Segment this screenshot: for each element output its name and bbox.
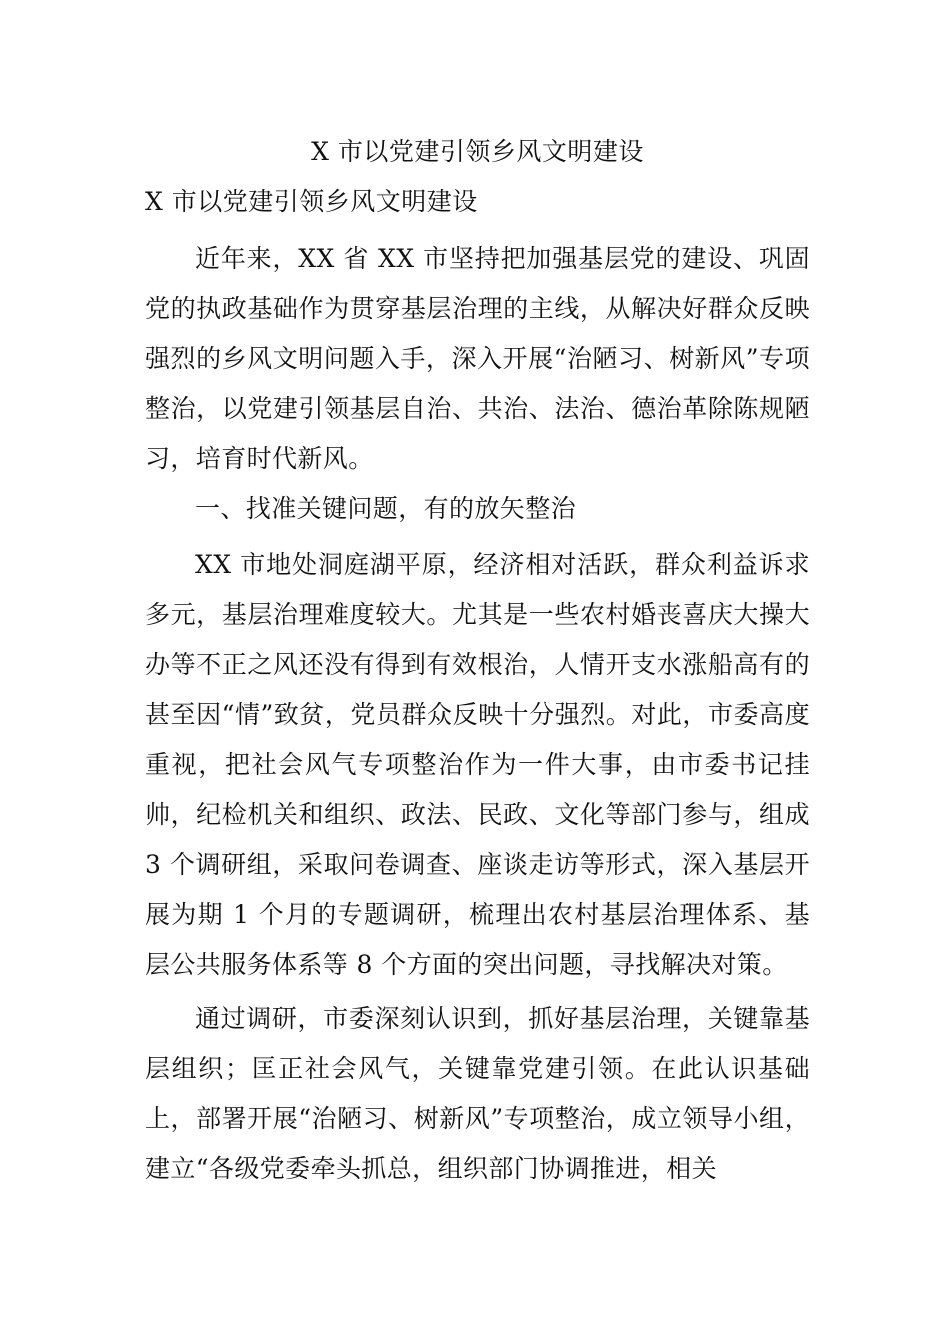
section-heading: 一、找准关键问题，有的放矢整治	[195, 494, 577, 523]
document-body	[145, 128, 810, 1194]
intro-paragraph: 近年来，XX 省 XX 市坚持把加强基层党的建设、巩固党的执政基础作为贯穿基层治理的主线，从解决好群众反映强烈的乡风文明问题入手，深入开展“治陋习、树新风”专项整治，以党建引领基层自治、共治、法治、德治革除陈规陋习，培育时代新风。	[145, 244, 810, 473]
document-subtitle: X 市以党建引领乡风文明建设	[145, 187, 478, 216]
findings-paragraph: 通过调研，市委深刻认识到，抓好基层治理，关键靠基层组织；匡正社会风气，关键靠党建引领。在此认识基础上，部署开展“治陋习、树新风”专项整治，成立领导小组，建立“各级党委牵头抓总，组织部门协调推进，相关	[145, 1004, 810, 1183]
background-paragraph: XX 市地处洞庭湖平原，经济相对活跃，群众利益诉求多元，基层治理难度较大。尤其是一些农村婚丧喜庆大操大办等不正之风还没有得到有效根治，人情开支水涨船高有的甚至因“情”致贫，党员群众反映十分强烈。对此，市委高度重视，把社会风气专项整治作为一件大事，由市委书记挂帅，纪检机关和组织、政法、民政、文化等部门参与，组成 3 个调研组，采取问卷调查、座谈走访等形式，深入基层开展为期 1 个月的专题调研，梳理出农村基层治理体系、基层公共服务体系等 8 个方面的突出问题，寻找解决对策。	[145, 550, 810, 979]
document-title: X 市以党建引领乡风文明建设	[311, 137, 644, 166]
